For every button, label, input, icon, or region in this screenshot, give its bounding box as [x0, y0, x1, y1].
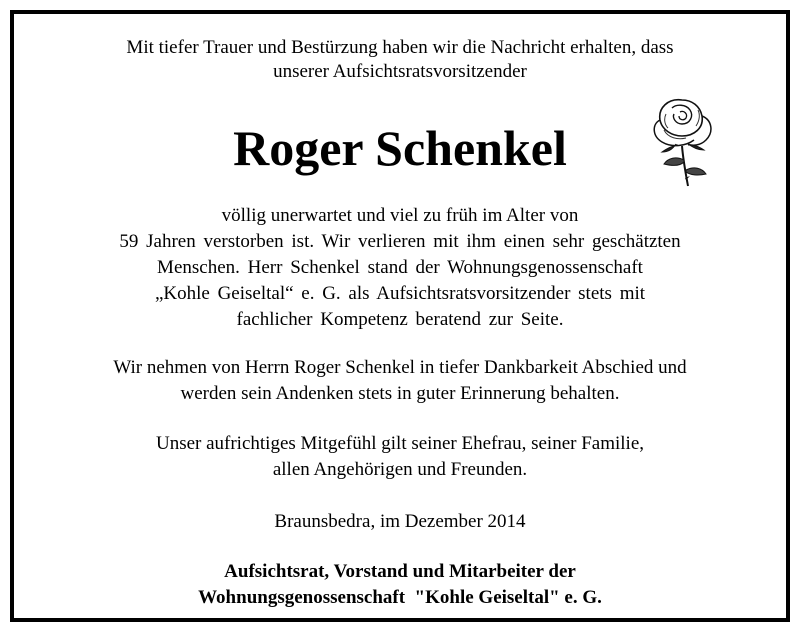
body1-line-3: Menschen. Herr Schenkel stand der Wohnungsgenossenschaft [157, 257, 643, 278]
rose-icon [642, 90, 722, 190]
signature-line-2: Wohnungsgenossenschaft "Kohle Geiseltal" e. G. [198, 587, 602, 608]
body1-line-4: „Kohle Geiseltal“ e. G. als Aufsichtsratsvorsitzender stets mit [154, 283, 646, 304]
body2-line-2: werden sein Andenken stets in guter Erinnerung behalten. [180, 383, 620, 404]
place-date: Braunsbedra, im Dezember 2014 [274, 511, 526, 532]
body1-line-2: 59 Jahren verstorben ist. Wir verlieren mit ihm einen sehr geschätzten [119, 231, 681, 252]
body1-line-5: fachlicher Kompetenz beratend zur Seite. [236, 309, 564, 330]
intro-line-2: unserer Aufsichtsratsvorsitzender [273, 61, 527, 82]
body1-line-1: völlig unerwartet und viel zu früh im Alter von [221, 205, 579, 226]
body3-line-1: Unser aufrichtiges Mitgefühl gilt seiner Ehefrau, seiner Familie, [155, 433, 645, 454]
body3-line-2: allen Angehörigen und Freunden. [272, 459, 528, 480]
body2-line-1: Wir nehmen von Herrn Roger Schenkel in tiefer Dankbarkeit Abschied und [113, 357, 687, 378]
intro-line-1: Mit tiefer Trauer und Bestürzung haben wir die Nachricht erhalten, dass [126, 37, 674, 58]
obituary-notice [10, 10, 790, 622]
deceased-name: Roger Schenkel [233, 120, 567, 176]
signature-line-1: Aufsichtsrat, Vorstand und Mitarbeiter der [224, 561, 576, 582]
